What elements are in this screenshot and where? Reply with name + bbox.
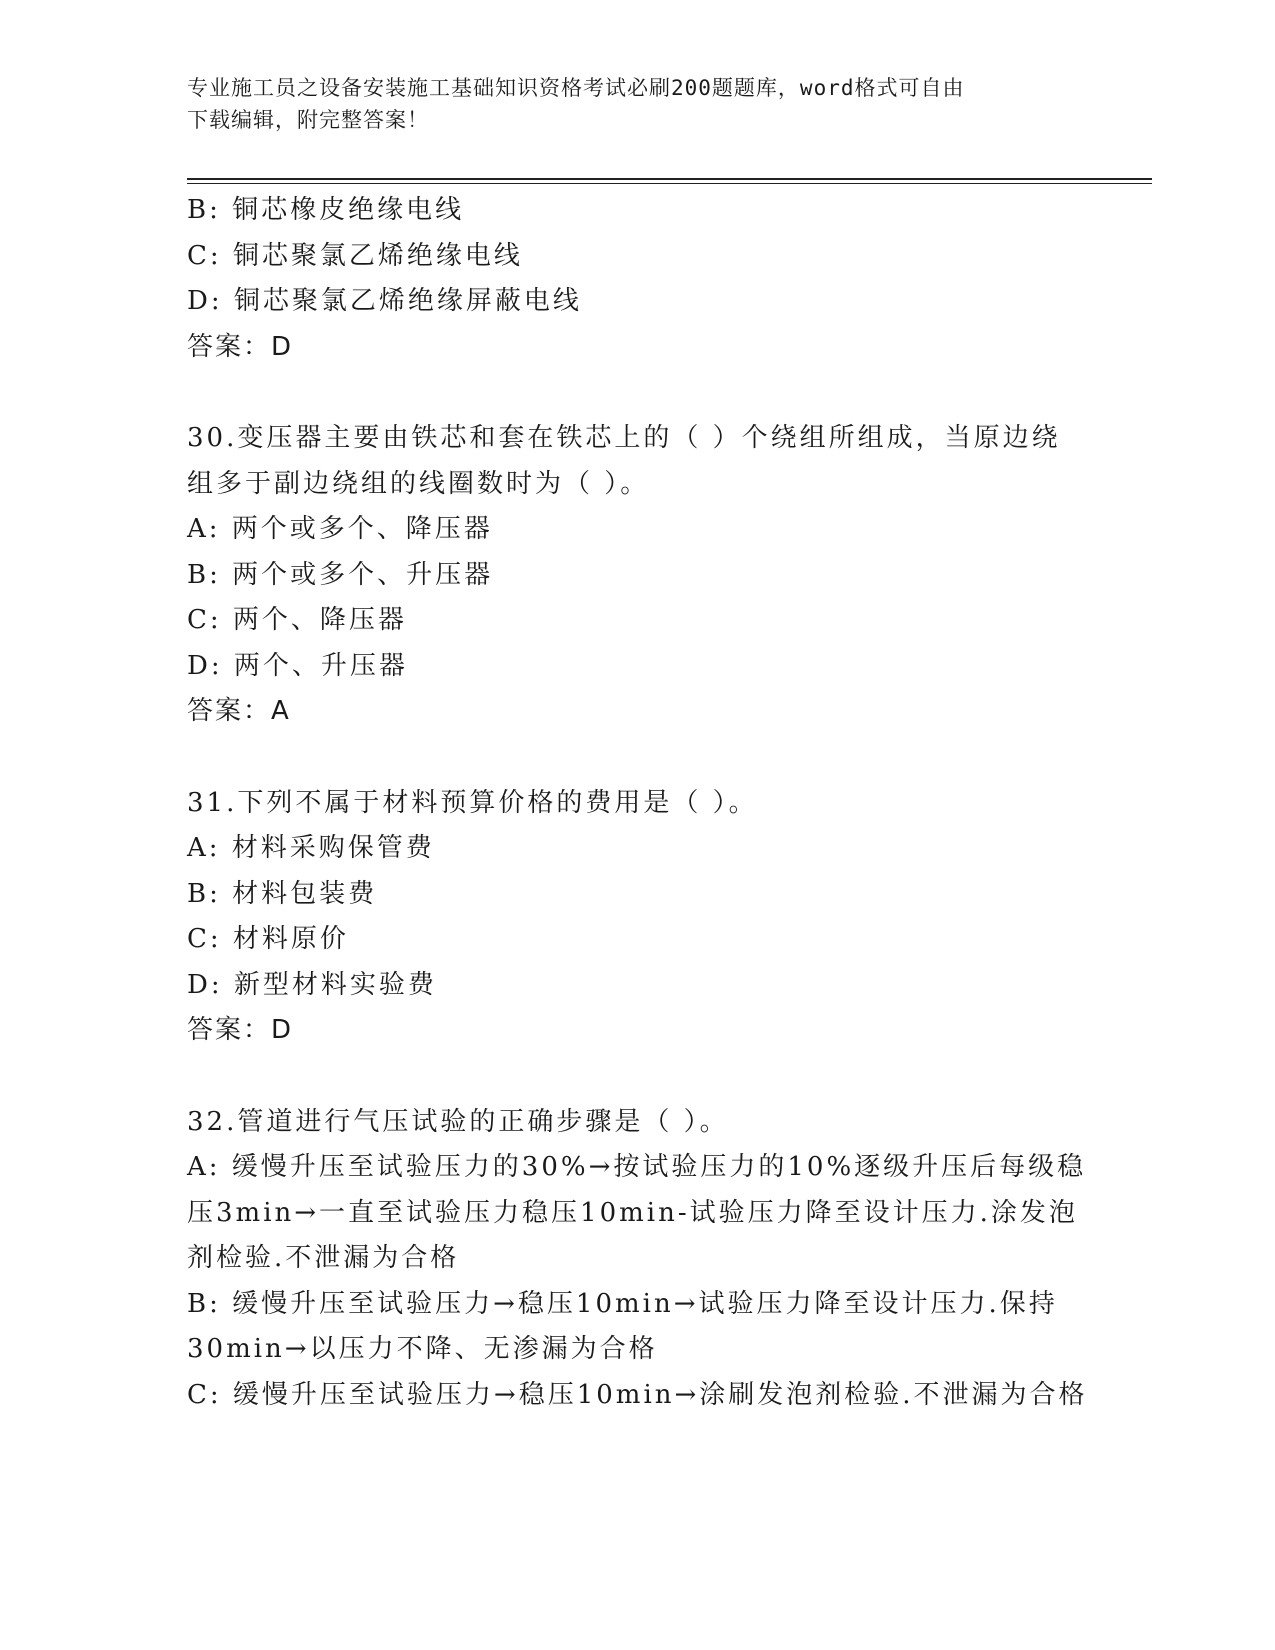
option-d: D: 两个、升压器 [187,650,408,681]
option-c: C: 材料原价 [187,924,349,954]
header-rule-thin [187,183,1152,184]
option-d: D: 铜芯聚氯乙烯绝缘屏蔽电线 [187,286,582,316]
question-31 [187,781,1092,1054]
option-b: B: 两个或多个、升压器 [187,559,494,590]
answer: 答案：D [187,1015,294,1045]
question-29-continued [187,188,1092,370]
option-a: A: 两个或多个、降压器 [187,514,493,544]
question-stem-line-1: 30.变压器主要由铁芯和套在铁芯上的（ ）个绕组所组成，当原边绕 [187,423,1061,453]
option-a-line-2: 压3min→一直至试验压力稳压10min-试验压力降至设计压力.涂发泡 [187,1197,1078,1228]
question-stem: 32.管道进行气压试验的正确步骤是（ ）。 [187,1106,729,1137]
document-header [187,72,1087,136]
question-30 [187,416,1092,735]
option-b: B: 铜芯橡皮绝缘电线 [187,195,465,225]
option-d: D: 新型材料实验费 [187,969,437,1000]
option-b: B: 材料包装费 [187,878,378,909]
question-stem: 31.下列不属于材料预算价格的费用是（ ）。 [187,787,758,818]
option-c: C: 铜芯聚氯乙烯绝缘电线 [187,240,523,271]
header-line-1: 专业施工员之设备安装施工基础知识资格考试必刷200题题库，word格式可自由 [187,76,965,100]
question-content [187,188,1092,1418]
answer: 答案：A [187,696,291,726]
header-rule-thick [187,178,1152,180]
option-a: A: 材料采购保管费 [187,833,435,863]
answer: 答案：D [187,331,294,362]
option-c: C: 两个、降压器 [187,605,407,635]
option-a-line-1: A: 缓慢升压至试验压力的30%→按试验压力的10%逐级升压后每级稳 [187,1152,1087,1182]
option-a-line-3: 剂检验.不泄漏为合格 [187,1243,460,1273]
option-c-line-1: C: 缓慢升压至试验压力→稳压10min→涂刷发泡剂检验.不泄漏为合格 [187,1379,1088,1410]
question-32 [187,1100,1092,1419]
header-line-2: 下载编辑，附完整答案！ [187,108,429,132]
question-stem-line-2: 组多于副边绕组的线圈数时为（ ）。 [187,468,650,499]
option-b-line-2: 30min→以压力不降、无渗漏为合格 [187,1334,658,1364]
option-b-line-1: B: 缓慢升压至试验压力→稳压10min→试验压力降至设计压力.保持 [187,1288,1058,1319]
